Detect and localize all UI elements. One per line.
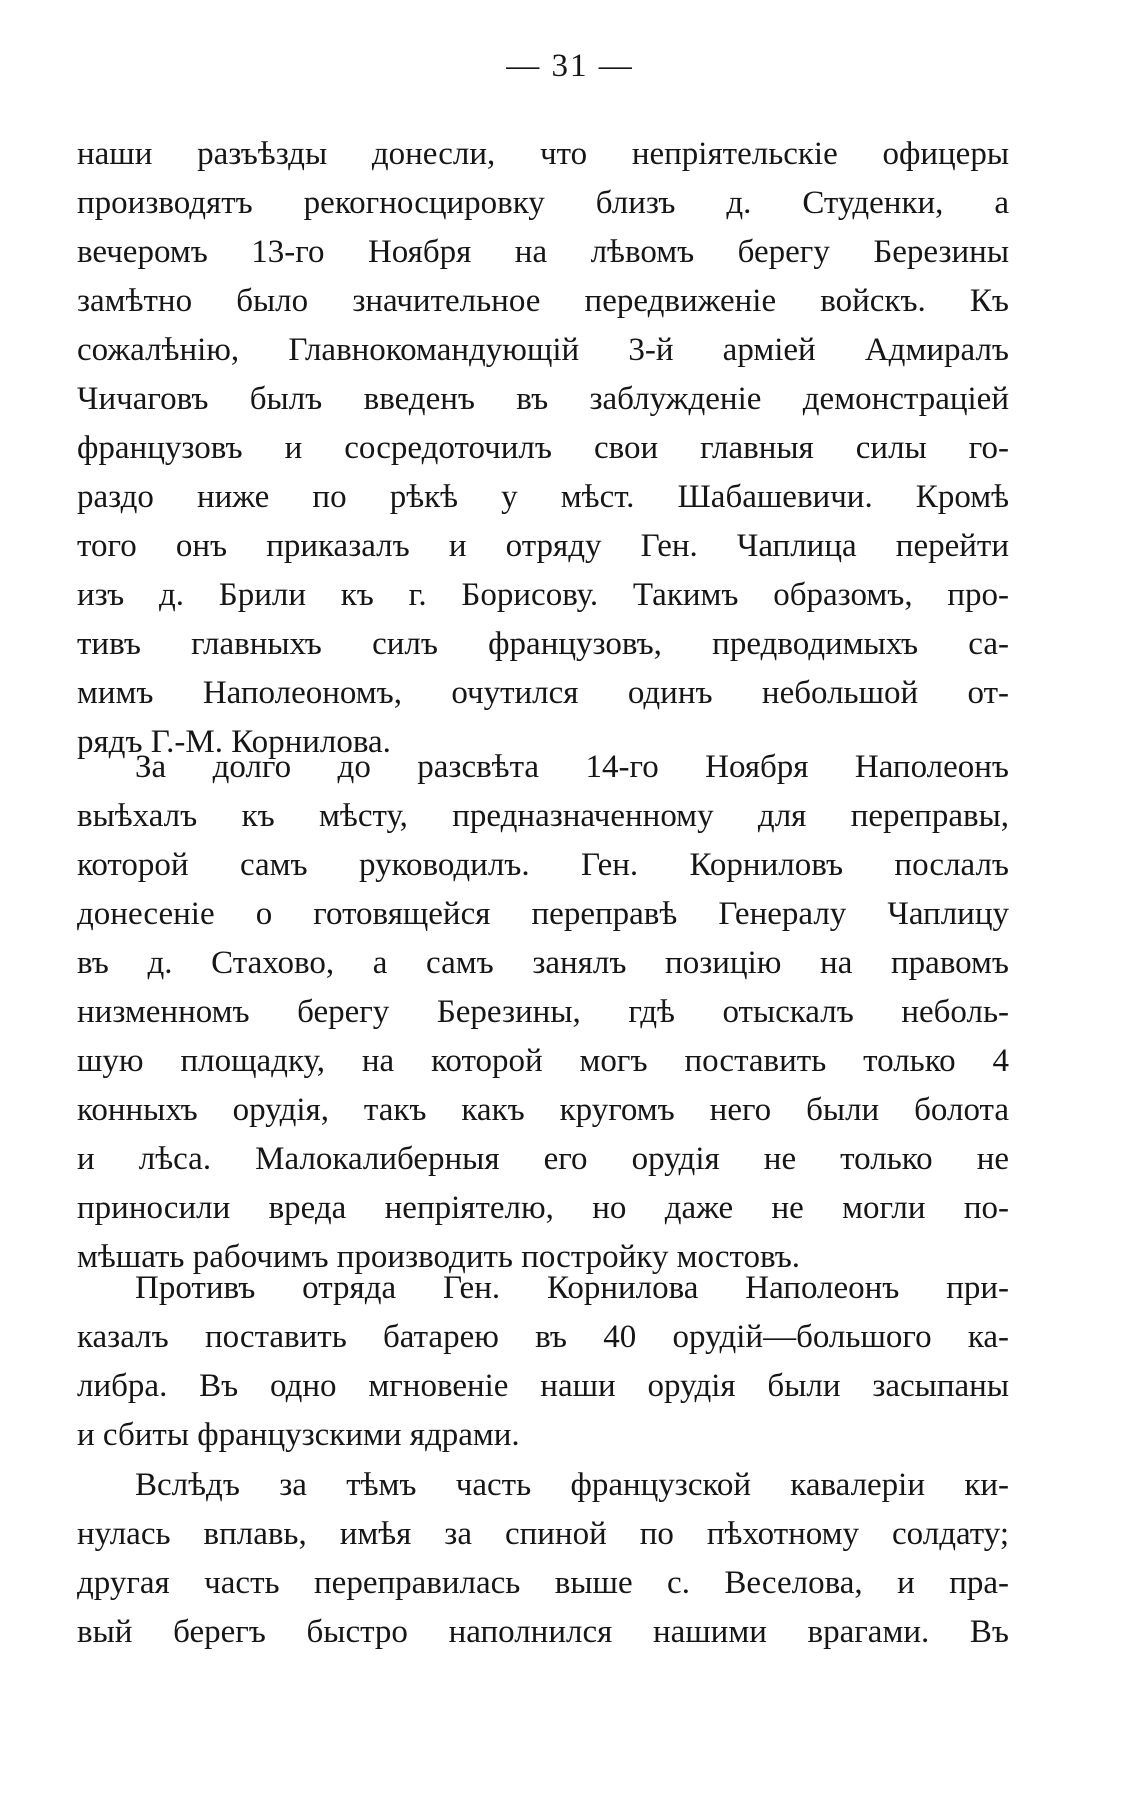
text-line: того онъ приказалъ и отряду Ген. Чаплица перейти xyxy=(77,528,1009,564)
text-line: конныхъ орудія, такъ какъ кругомъ него были болота xyxy=(77,1092,1009,1128)
text-line: За долго до разсвѣта 14-го Ноября Наполеонъ xyxy=(135,749,1009,785)
text-line: Противъ отряда Ген. Корнилова Наполеонъ при- xyxy=(135,1270,1009,1306)
text-line: тивъ главныхъ силъ французовъ, предводимыхъ са- xyxy=(77,626,1009,662)
text-line: выѣхалъ къ мѣсту, предназначенному для переправы, xyxy=(77,798,1009,834)
text-line: раздо ниже по рѣкѣ у мѣст. Шабашевичи. Кромѣ xyxy=(77,479,1009,515)
paragraph-2 xyxy=(77,743,1009,1282)
text-line: либра. Въ одно мгновеніе наши орудія были засыпаны xyxy=(77,1368,1009,1404)
text-line: сожалѣнію, Главнокомандующій 3-й арміей Адмиралъ xyxy=(77,332,1009,368)
text-line: Чичаговъ былъ введенъ въ заблужденіе демонстраціей xyxy=(77,381,1009,417)
text-line: мимъ Наполеономъ, очутился одинъ небольшой от- xyxy=(77,675,1009,711)
text-line: Вслѣдъ за тѣмъ часть французской кавалеріи ки- xyxy=(135,1467,1009,1503)
text-line: мѣшать рабочимъ производить постройку мостовъ. xyxy=(77,1239,801,1275)
text-line: въ д. Стахово, а самъ занялъ позицію на правомъ xyxy=(77,945,1009,981)
text-line: нулась вплавь, имѣя за спиной по пѣхотному солдату; xyxy=(77,1516,1009,1552)
text-line: и сбиты французскими ядрами. xyxy=(77,1417,520,1453)
text-line: замѣтно было значительное передвиженіе войскъ. Къ xyxy=(77,283,1009,319)
text-line: вечеромъ 13-го Ноября на лѣвомъ берегу Березины xyxy=(77,234,1009,270)
text-line: французовъ и сосредоточилъ свои главныя силы го- xyxy=(77,430,1009,466)
text-line: другая часть переправилась выше с. Веселова, и пра- xyxy=(77,1565,1009,1601)
paragraph-3 xyxy=(77,1264,1009,1460)
page-number: — 31 — xyxy=(506,48,634,84)
text-line: низменномъ берегу Березины, гдѣ отыскалъ неболь- xyxy=(77,994,1009,1030)
text-line: наши разъѣзды донесли, что непріятельскіе офицеры xyxy=(77,136,1009,172)
text-line: рядъ Г.-М. Корнилова. xyxy=(77,724,391,760)
text-line: и лѣса. Малокалиберныя его орудія не только не xyxy=(77,1141,1009,1177)
text-line: донесеніе о готовящейся переправѣ Генералу Чаплицу xyxy=(77,896,1009,932)
paragraph-1 xyxy=(77,130,1009,767)
text-line: вый берегъ быстро наполнился нашими врагами. Въ xyxy=(77,1614,1009,1650)
text-line: производятъ рекогносцировку близъ д. Студенки, а xyxy=(77,185,1009,221)
text-line: шую площадку, на которой могъ поставить только 4 xyxy=(77,1043,1009,1079)
text-line: казалъ поставить батарею въ 40 орудій—большого ка- xyxy=(77,1319,1009,1355)
text-line: изъ д. Брили къ г. Борисову. Такимъ образомъ, про- xyxy=(77,577,1009,613)
text-line: которой самъ руководилъ. Ген. Корниловъ послалъ xyxy=(77,847,1009,883)
text-line: приносили вреда непріятелю, но даже не могли по- xyxy=(77,1190,1009,1226)
paragraph-4 xyxy=(77,1461,1009,1657)
